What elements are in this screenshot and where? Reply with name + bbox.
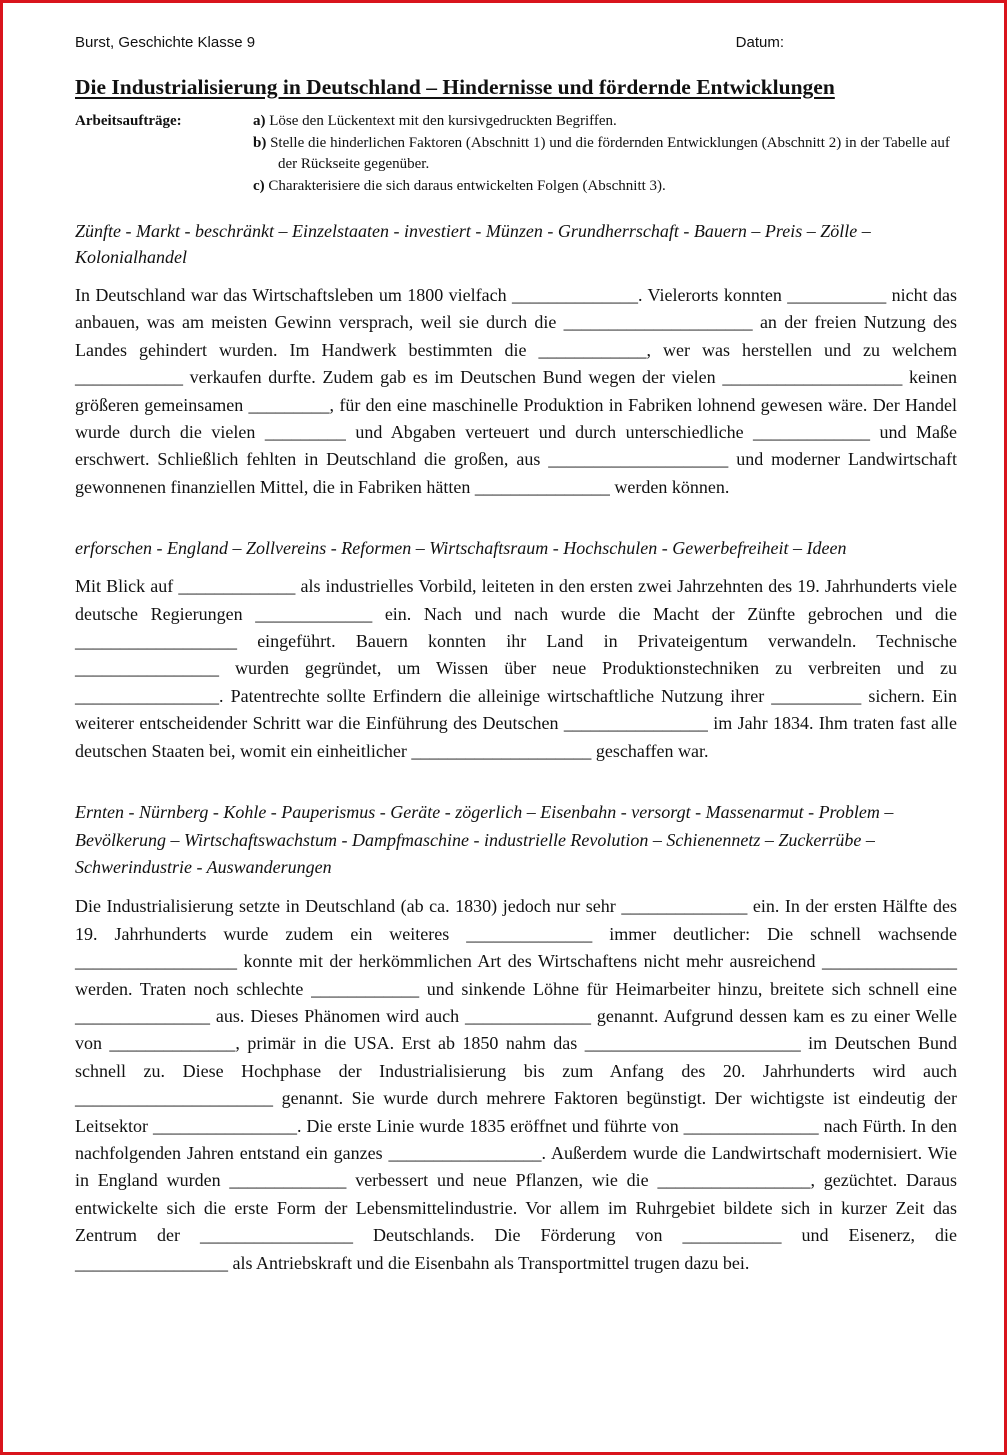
task-item-b [253,133,957,176]
word-bank-3: Ernten - Nürnberg - Kohle - Pauperismus - Geräte - zögerlich – Eisenbahn - versorgt - Massenarmut - Problem – Bevölkerung – Wirtschaftswachstum - Dampfmaschine - industrielle Revolution – Schienennetz – Zuckerrübe – Schwerindustrie - Auswanderungen [75,802,894,877]
task-text: Charakterisiere die sich daraus entwickelten Folgen (Abschnitt 3). [268,177,666,194]
task-key: a) [253,113,266,129]
worksheet-title: Die Industrialisierung in Deutschland – Hindernisse und fördernde Entwicklungen [75,75,835,99]
task-list [253,111,957,197]
header-class-info: Burst, Geschichte Klasse 9 [75,34,256,51]
task-block [75,111,957,197]
cloze-text-1: In Deutschland war das Wirtschaftsleben um 1800 vielfach ______________. Vielerorts konnten ___________ nicht das anbauen, was am meisten Gewinn versprach, weil sie durch die _____________________ an der freien Nutzung des Landes gehindert wurden. Im Handwerk bestimmten die ____________, wer was herstellen und zu welchem ____________ verkaufen durfte. Zudem gab es im Deutschen Bund wegen der vielen ____________________ keinen größeren gemeinsamen _________, für den eine maschinelle Produktion in Fabriken lohnend gewesen wäre. Der Handel wurde durch die vielen _________ und Abgaben verteuert und durch unterschiedliche _____________ und Maße erschwert. Schließlich fehlten in Deutschland die großen, aus ____________________ und moderner Landwirtschaft gewonnenen finanziellen Mittel, die in Fabriken hätten _______________ werden können. [75,285,957,497]
word-bank-2: erforschen - England – Zollvereins - Reformen – Wirtschaftsraum - Hochschulen - Gewerbefreiheit – Ideen [75,538,847,559]
task-text: Stelle die hinderlichen Faktoren (Abschnitt 1) und die fördernden Entwicklungen (Abschnitt 2) in der Tabelle auf der Rückseite gegenüber. [270,134,950,172]
worksheet [75,33,957,1277]
task-key: b) [253,134,267,151]
task-item-c [253,176,957,198]
word-bank-1: Zünfte - Markt - beschränkt – Einzelstaaten - investiert - Münzen - Grundherrschaft - Bauern – Preis – Zölle – Kolonialhandel [75,221,871,267]
task-key: c) [253,177,265,194]
header-date-label: Datum: [735,34,784,51]
task-text: Löse den Lückentext mit den kursivgedruckten Begriffen. [269,113,617,129]
cloze-text-3: Die Industrialisierung setzte in Deutschland (ab ca. 1830) jedoch nur sehr ______________ ein. In der ersten Hälfte des 19. Jahrhunderts wurde zudem ein weiteres ______________ immer deutlicher: Die schnell wachsende __________________ konnte mit der herkömmlichen Art des Wirtschaftens nicht mehr ausreichend _______________ werden. Traten noch schlechte ____________ und sinkende Löhne für Heimarbeiter hinzu, breitete sich schnell eine _______________ aus. Dieses Phänomen wird auch ______________ genannt. Aufgrund dessen kam es zu einer Welle von ______________, primär in die USA. Erst ab 1850 nahm das ________________________ im Deutschen Bund schnell zu. Diese Hochphase der Industrialisierung bis zum Anfang des 20. Jahrhunderts wird auch ______________________ genannt. Sie wurde durch mehrere Faktoren begünstigt. Der wichtigste ist eindeutig der Leitsektor ________________. Die erste Linie wurde 1835 eröffnet und führte von _______________ nach Fürth. In den nachfolgenden Jahren entstand ein ganzes _________________. Außerdem wurde die Landwirtschaft modernisiert. Wie in England wurden _____________ verbessert und neue Pflanzen, wie die _________________, gezüchtet. Daraus entwickelte sich die erste Form der Lebensmittelindustrie. Vor allem im Ruhrgebiet bildete sich in kurzer Zeit das Zentrum der _________________ Deutschlands. Die Förderung von ___________ und Eisenerz, die _________________ als Antriebskraft und die Eisenbahn als Transportmittel trugen dazu bei. [75,896,957,1273]
task-item-a [253,111,957,133]
page-header [75,33,957,53]
cloze-text-2: Mit Blick auf _____________ als industrielles Vorbild, leiteten in den ersten zwei Jahrzehnten des 19. Jahrhunderts viele deutsche Regierungen _____________ ein. Nach und nach wurde die Macht der Zünfte gebrochen und die __________________ eingeführt. Bauern konnten ihr Land in Privateigentum verwandeln. Technische ________________ wurden gegründet, um Wissen über neue Produktionstechniken zu verbreiten und zu ________________. Patentrechte sollte Erfindern die alleinige wirtschaftliche Nutzung ihrer __________ sichern. Ein weiterer entscheidender Schritt war die Einführung des Deutschen ________________ im Jahr 1834. Ihm traten fast alle deutschen Staaten bei, womit ein einheitlicher ____________________ geschaffen war. [75,576,957,761]
task-label: Arbeitsaufträge: [75,113,182,129]
